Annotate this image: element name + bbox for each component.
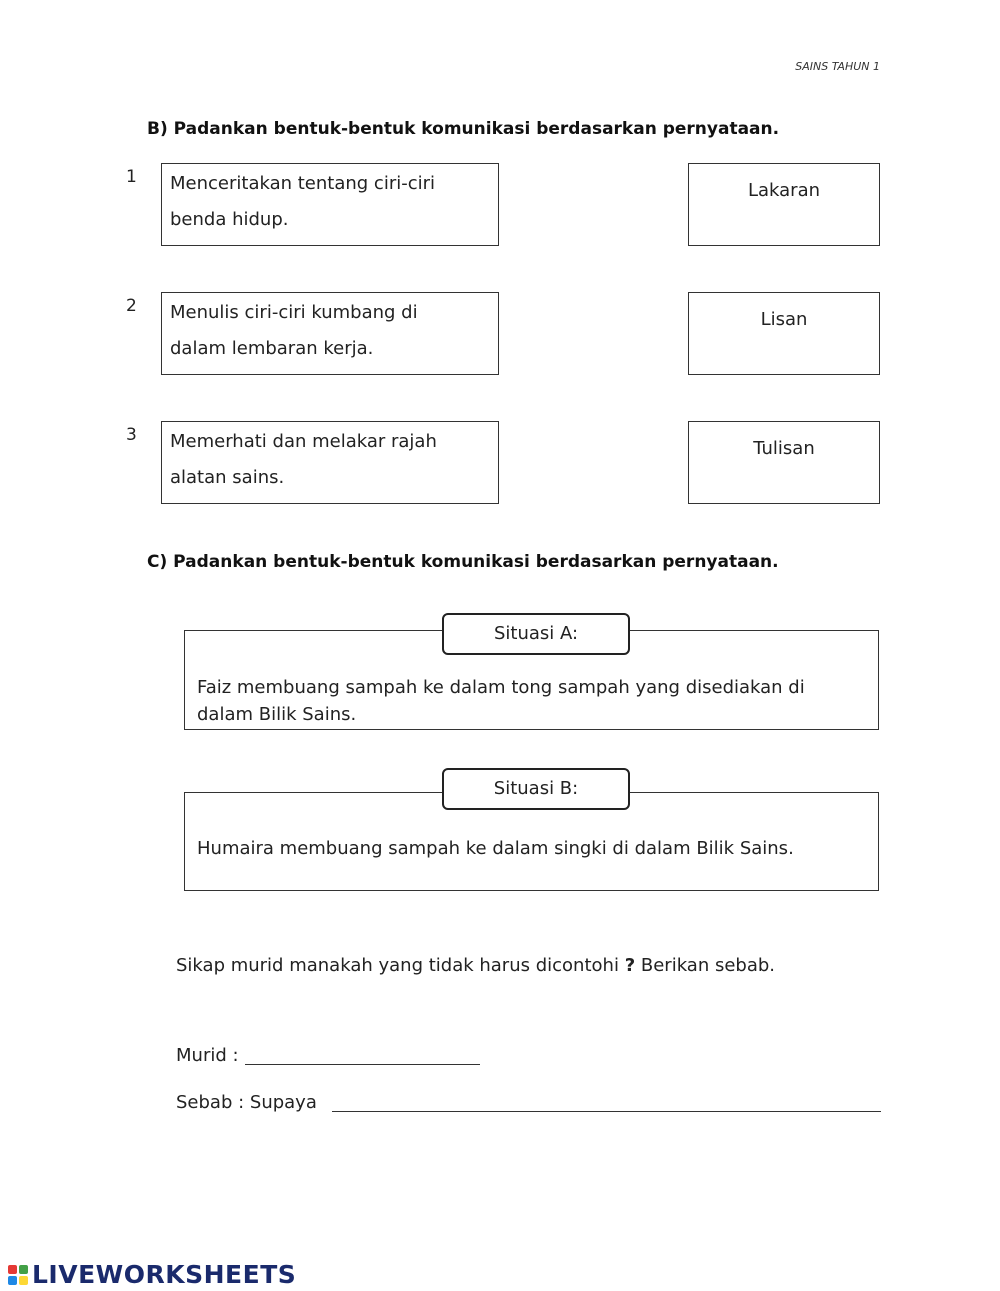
question-text: [176, 955, 775, 976]
option-box-tulisan[interactable]: [688, 421, 880, 504]
item-number: 1: [126, 167, 137, 187]
question-part: Berikan sebab.: [640, 955, 776, 976]
murid-label: Murid :: [176, 1045, 239, 1066]
murid-answer-line[interactable]: [245, 1064, 480, 1065]
situation-a-label: Situasi A:: [442, 613, 630, 655]
option-label: Tulisan: [753, 438, 815, 459]
section-c-title: C) Padankan bentuk-bentuk komunikasi berdasarkan pernyataan.: [147, 552, 779, 572]
item-number: 2: [126, 296, 137, 316]
sebab-label: Sebab : Supaya: [176, 1092, 317, 1113]
situation-b-label: Situasi B:: [442, 768, 630, 810]
header-tag: SAINS TAHUN 1: [795, 60, 880, 73]
question-mark: ?: [624, 955, 636, 976]
statement-line: dalam lembaran kerja.: [170, 338, 374, 359]
statement-line: Memerhati dan melakar rajah: [170, 431, 437, 452]
statement-box[interactable]: [161, 292, 499, 375]
option-box-lisan[interactable]: [688, 292, 880, 375]
statement-line: Menceritakan tentang ciri-ciri: [170, 173, 436, 194]
question-part: Sikap murid manakah yang tidak harus dicontohi: [176, 955, 619, 976]
option-box-lakaran[interactable]: [688, 163, 880, 246]
section-b-title: B) Padankan bentuk-bentuk komunikasi berdasarkan pernyataan.: [147, 119, 780, 139]
item-number: 3: [126, 425, 137, 445]
situation-b-text: Humaira membuang sampah ke dalam singki di dalam Bilik Sains.: [197, 838, 794, 859]
option-label: Lakaran: [747, 180, 821, 201]
liveworksheets-logo: [8, 1260, 296, 1289]
statement-box[interactable]: [161, 163, 499, 246]
logo-icon: [8, 1265, 28, 1285]
option-label: Lisan: [760, 309, 808, 330]
statement-line: benda hidup.: [170, 209, 289, 230]
statement-box[interactable]: [161, 421, 499, 504]
sebab-answer-line[interactable]: [332, 1111, 881, 1112]
situation-a-text: Faiz membuang sampah ke dalam tong sampah yang disediakan di dalam Bilik Sains.: [197, 677, 805, 725]
statement-line: alatan sains.: [170, 467, 285, 488]
logo-text: LIVEWORKSHEETS: [32, 1260, 297, 1289]
statement-line: Menulis ciri-ciri kumbang di: [170, 302, 418, 323]
